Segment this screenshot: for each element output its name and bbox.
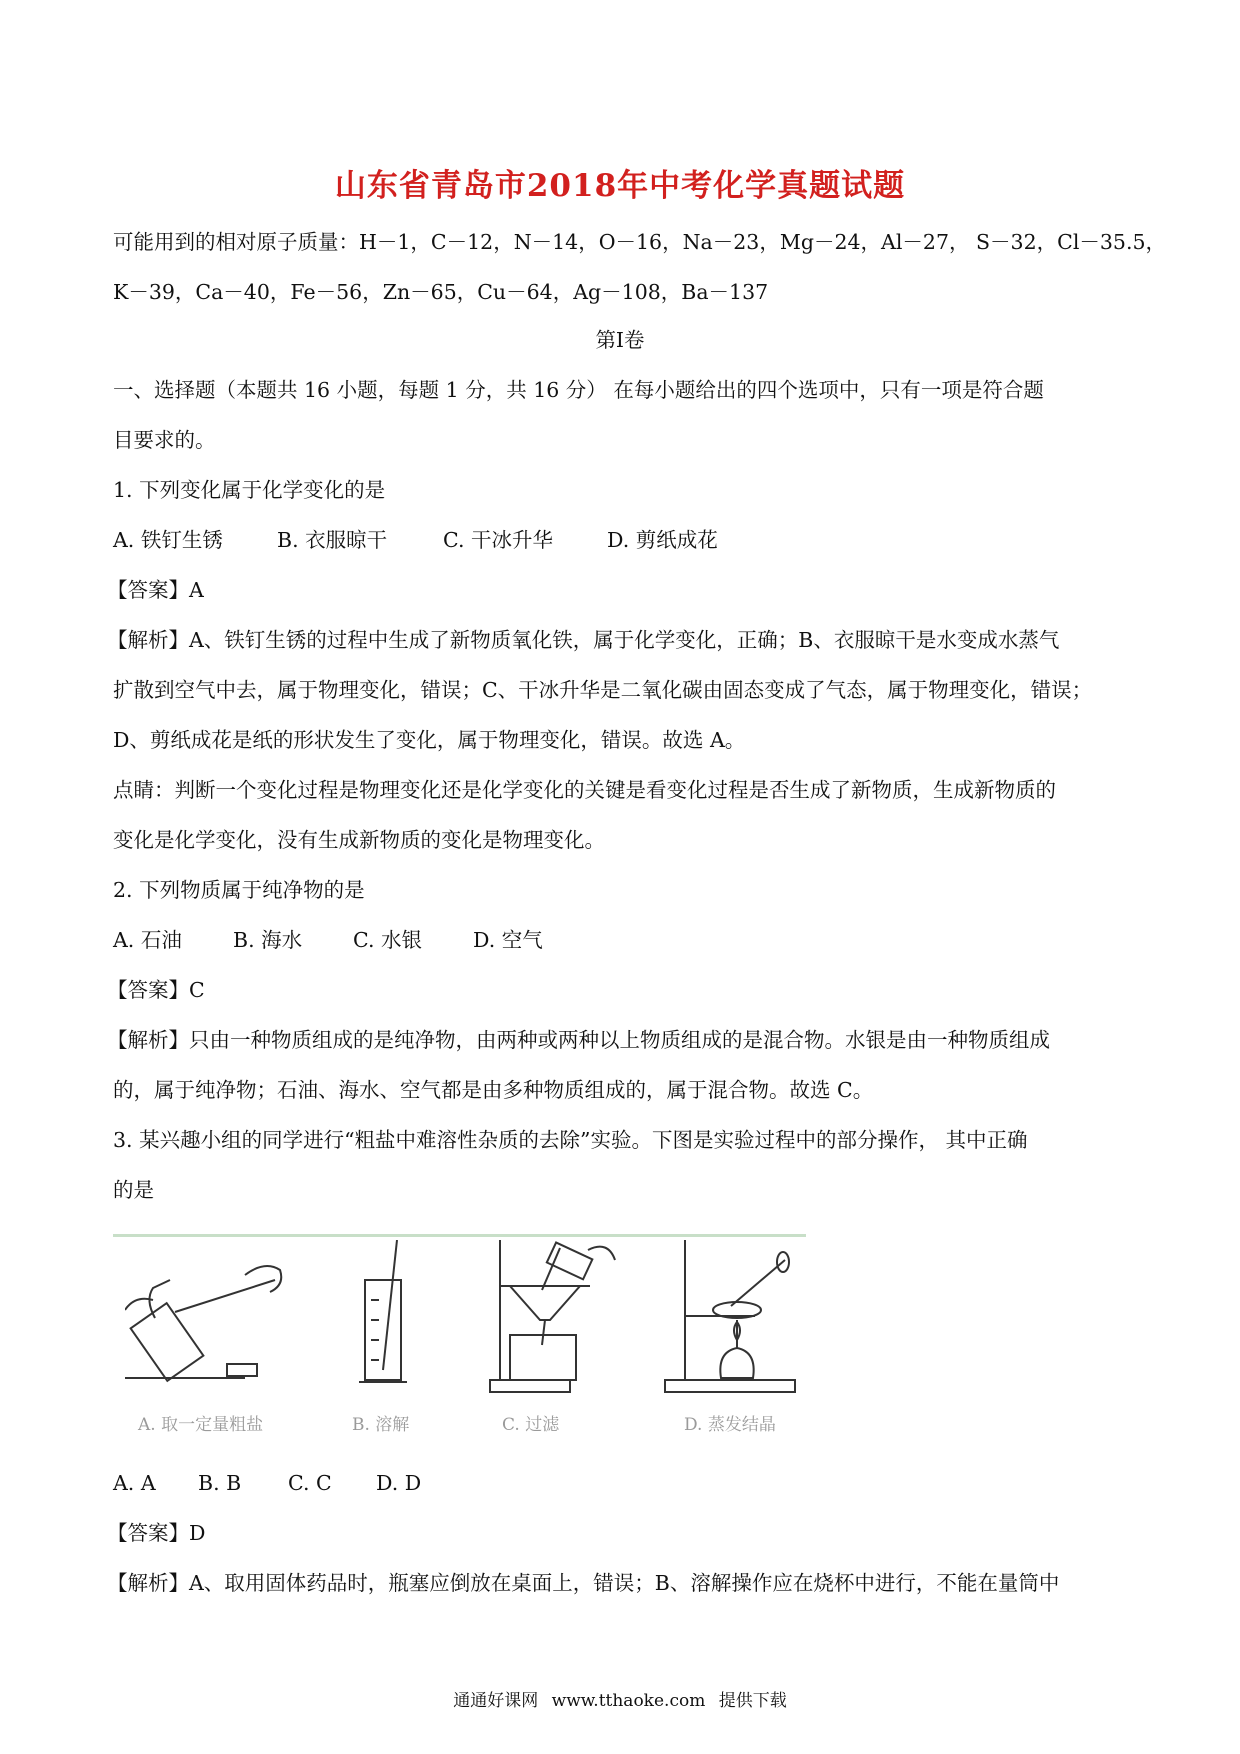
q3-option-d: D. D	[376, 1471, 422, 1495]
q1-option-d: D. 剪纸成花	[607, 528, 718, 552]
q1-stem: 1. 下列变化属于化学变化的是	[113, 478, 386, 502]
q3-option-b: B. B	[198, 1471, 242, 1495]
figure-b-caption: B. 溶解	[352, 1415, 410, 1435]
figure-d-evaporate	[655, 1240, 805, 1400]
q3-answer: 【答案】D	[107, 1521, 206, 1545]
q2-option-c: C. 水银	[353, 928, 422, 952]
q3-option-a: A. A	[113, 1471, 156, 1495]
q1-option-c: C. 干冰升华	[443, 528, 553, 552]
q2-analysis-line-1: 【解析】只由一种物质组成的是纯净物，由两种或两种以上物质组成的是混合物。水银是由一种物质组成	[107, 1028, 1050, 1052]
footer-site-name: 通通好课网	[453, 1691, 539, 1711]
footer-suffix: 提供下载	[718, 1691, 787, 1711]
q1-answer: 【答案】A	[107, 578, 204, 602]
q3-stem-line-2: 的是	[113, 1178, 154, 1202]
q3-analysis-line-1: 【解析】A、取用固体药品时，瓶塞应倒放在桌面上，错误；B、溶解操作应在烧杯中进行，不能在量筒中	[107, 1571, 1060, 1595]
page-title: 山东省青岛市2018年中考化学真题试题	[334, 168, 906, 204]
atomic-masses-line-2: K－39，Ca－40，Fe－56，Zn－65，Cu－64，Ag－108，Ba－137	[113, 280, 769, 304]
q1-analysis-line-3: D、剪纸成花是纸的形状发生了变化，属于物理变化，错误。故选 A。	[113, 728, 746, 752]
figure-c-caption: C. 过滤	[502, 1415, 560, 1435]
q1-option-b: B. 衣服晾干	[277, 528, 388, 552]
figure-a-take-salt	[125, 1240, 295, 1400]
figure-top-rule	[113, 1234, 806, 1237]
q1-option-a: A. 铁钉生锈	[113, 528, 223, 552]
q3-option-c: C. C	[288, 1471, 332, 1495]
section-instructions-line-1: 一、选择题（本题共 16 小题，每题 1 分，共 16 分） 在每小题给出的四个选项中，只有一项是符合题	[113, 378, 1044, 402]
q2-option-a: A. 石油	[113, 928, 182, 952]
q3-stem-line-1: 3. 某兴趣小组的同学进行“粗盐中难溶性杂质的去除”实验。下图是实验过程中的部分操作， 其中正确	[113, 1128, 1028, 1152]
q2-option-b: B. 海水	[233, 928, 303, 952]
q2-stem: 2. 下列物质属于纯净物的是	[113, 878, 365, 902]
footer-url-link[interactable]: www.tthaoke.com	[551, 1691, 706, 1711]
page-footer	[0, 1686, 1240, 1711]
q1-note-line-2: 变化是化学变化，没有生成新物质的变化是物理变化。	[113, 828, 605, 852]
figure-a-caption: A. 取一定量粗盐	[138, 1415, 264, 1435]
q1-options	[113, 525, 1143, 555]
volume-heading: 第Ⅰ卷	[595, 328, 645, 352]
figure-b-dissolve	[345, 1240, 445, 1400]
q2-option-d: D. 空气	[473, 928, 543, 952]
q1-note-line-1: 点睛：判断一个变化过程是物理变化还是化学变化的关键是看变化过程是否生成了新物质，生成新物质的	[113, 778, 1056, 802]
section-instructions-line-2: 目要求的。	[113, 428, 216, 452]
q2-analysis-line-2: 的，属于纯净物；石油、海水、空气都是由多种物质组成的，属于混合物。故选 C。	[113, 1078, 874, 1102]
atomic-masses-line-1: 可能用到的相对原子质量：H－1，C－12，N－14，O－16，Na－23，Mg－24，Al－27， S－32，Cl－35.5，	[113, 230, 1167, 254]
q2-answer: 【答案】C	[107, 978, 205, 1002]
q1-analysis-line-2: 扩散到空气中去，属于物理变化，错误；C、干冰升华是二氧化碳由固态变成了气态，属于物理变化，错误；	[113, 678, 1093, 702]
q1-analysis-line-1: 【解析】A、铁钉生锈的过程中生成了新物质氧化铁，属于化学变化，正确；B、衣服晾干是水变成水蒸气	[107, 628, 1060, 652]
figure-d-caption: D. 蒸发结晶	[684, 1415, 776, 1435]
q2-options	[113, 925, 1143, 955]
q3-options	[113, 1468, 1143, 1498]
figure-c-filter	[480, 1240, 620, 1400]
